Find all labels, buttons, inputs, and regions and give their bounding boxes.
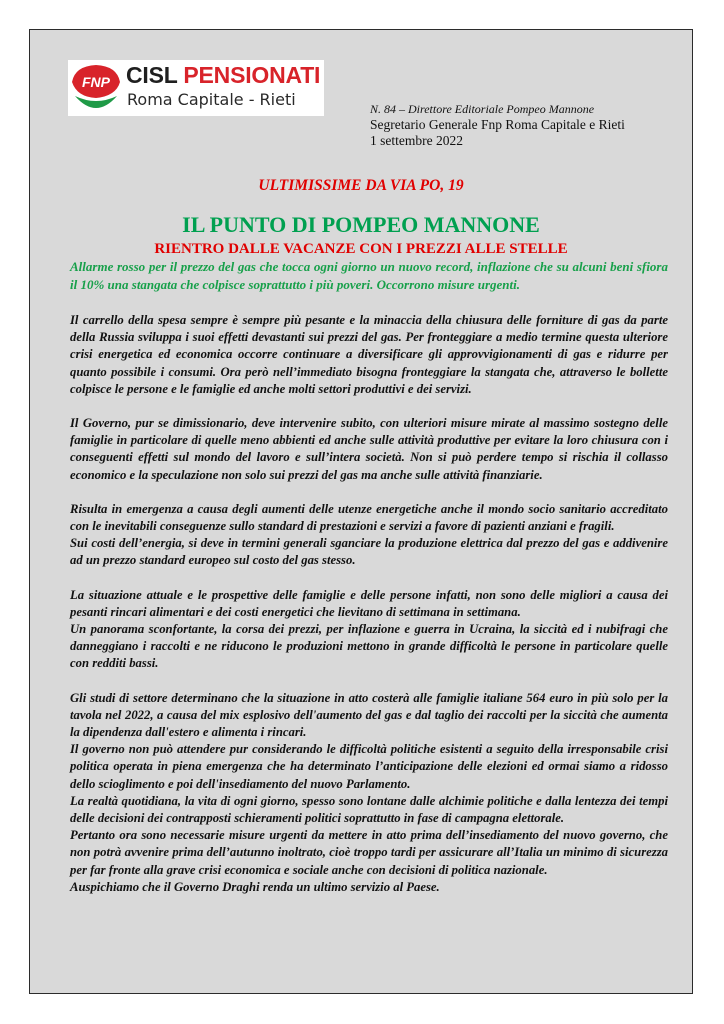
body-paragraph: Il governo non può attendere pur considerando le difficoltà politiche esistenti a seguito della irresponsabile crisi politica operata in piena emergenza che ha determinato l’anticipazione delle elezioni ed ormai siamo a ridosso dello scioglimento e poi dell'insediamento del nuovo Parlamento. <box>70 742 668 791</box>
body-paragraph: Auspichiamo che il Governo Draghi renda un ultimo servizio al Paese. <box>70 879 440 894</box>
role-line: Segretario Generale Fnp Roma Capitale e Rieti <box>370 117 625 132</box>
kicker-title: ULTIMISSIME DA VIA PO, 19 <box>258 177 464 194</box>
fnp-badge-icon <box>69 60 123 114</box>
subheadline: RIENTRO DALLE VACANZE CON I PREZZI ALLE STELLE <box>154 241 568 257</box>
date-line: 1 settembre 2022 <box>370 133 463 148</box>
logo-title-cisl: CISL <box>126 62 184 88</box>
body-paragraph: La situazione attuale e le prospettive delle famiglie e delle persone infatti, non sono delle migliori a causa dei pesanti rincari alimentari e dei costi energetici che lievitano di settimana in settimana. <box>70 587 668 619</box>
lede-paragraph: Allarme rosso per il prezzo del gas che tocca ogni giorno un nuovo record, inflazione che su alcuni beni sfiora il 10% una stangata che colpisce soprattutto i più poveri. Occorrono misure urgenti. <box>70 259 668 292</box>
masthead-info <box>370 102 625 149</box>
article-body <box>70 312 668 896</box>
logo-title <box>126 62 320 88</box>
body-paragraph: Sui costi dell’energia, si deve in termini generali sganciare la produzione elettrica dal prezzo del gas e addivenire ad un prezzo standard europeo sul costo del gas stesso. <box>70 536 668 568</box>
body-paragraph: Pertanto ora sono necessarie misure urgenti da mettere in atto prima dell’insediamento del nuovo governo, che non potrà avvenire prima dell’autunno inoltrato, cioè troppo tardi per assicurare all’Italia un minimo di sicurezza per far fronte alla grave crisi economica e sociale anche con decisioni di politica nazionale. <box>70 828 668 877</box>
issue-line: N. 84 – Direttore Editoriale Pompeo Mannone <box>370 102 595 116</box>
body-paragraph: Un panorama sconfortante, la corsa dei prezzi, per inflazione e guerra in Ucraina, la siccità ed i nubifragi che danneggiano i raccolti e ne riducono le produzioni mettono in grande difficoltà le persone in particolare quelle con redditi bassi. <box>70 622 668 671</box>
body-paragraph: La realtà quotidiana, la vita di ogni giorno, spesso sono lontane dalle alchimie politiche e dalla lentezza dei tempi delle decisioni dei contrapposti schieramenti politici soprattutto in fase di campagna elettorale. <box>70 793 668 826</box>
body-paragraph: Il carrello della spesa sempre è sempre più pesante e la minaccia della chiusura delle forniture di gas da parte della Russia sviluppa i suoi effetti devastanti sui prezzi del gas. Per fronteggiare a medio termine questa ulteriore crisi energetica ed economica occorre continuare a diversificare gli approvvigionamenti di gas e ridurre per quanto possibile i consumi. Ora però nell’immediato bisogna fronteggiare la stangata che, attraverso le bollette colpisce le persone e le famiglie ed anche molti settori produttivi e dei servizi. <box>70 313 668 396</box>
logo-subtitle: Roma Capitale - Rieti <box>127 90 296 109</box>
badge-text: FNP <box>82 74 110 90</box>
headline: IL PUNTO DI POMPEO MANNONE <box>182 212 540 237</box>
cisl-pensionati-logo <box>68 60 324 116</box>
body-paragraph: Risulta in emergenza a causa degli aumenti delle utenze energetiche anche il mondo socio sanitario accreditato con le inevitabili conseguenze sullo standard di prestazioni e servizi a favore di pazienti anziani e fragili. <box>70 501 668 534</box>
document-page <box>29 29 693 994</box>
logo-title-pensionati: PENSIONATI <box>183 62 321 88</box>
body-paragraph: Il Governo, pur se dimissionario, deve intervenire subito, con ulteriori misure mirate al massimo sostegno delle famiglie in particolare di quelle meno abbienti ed anche sulle attività produttive per evitare la loro chiusura con i conseguenti effetti sul mondo del lavoro e sull’intera società. Non si può perdere tempo si rischia il collasso economico e la speculazione non solo sui prezzi del gas ma anche sulle attività finanziarie. <box>70 416 668 482</box>
body-paragraph: Gli studi di settore determinano che la situazione in atto costerà alle famiglie italiane 564 euro in più solo per la tavola nel 2022, a causa del mix esplosivo dell'aumento del gas e dal taglio dei raccolti per la siccità che aumenta la dipendenza dall'estero e alimenta i rincari. <box>70 690 668 740</box>
